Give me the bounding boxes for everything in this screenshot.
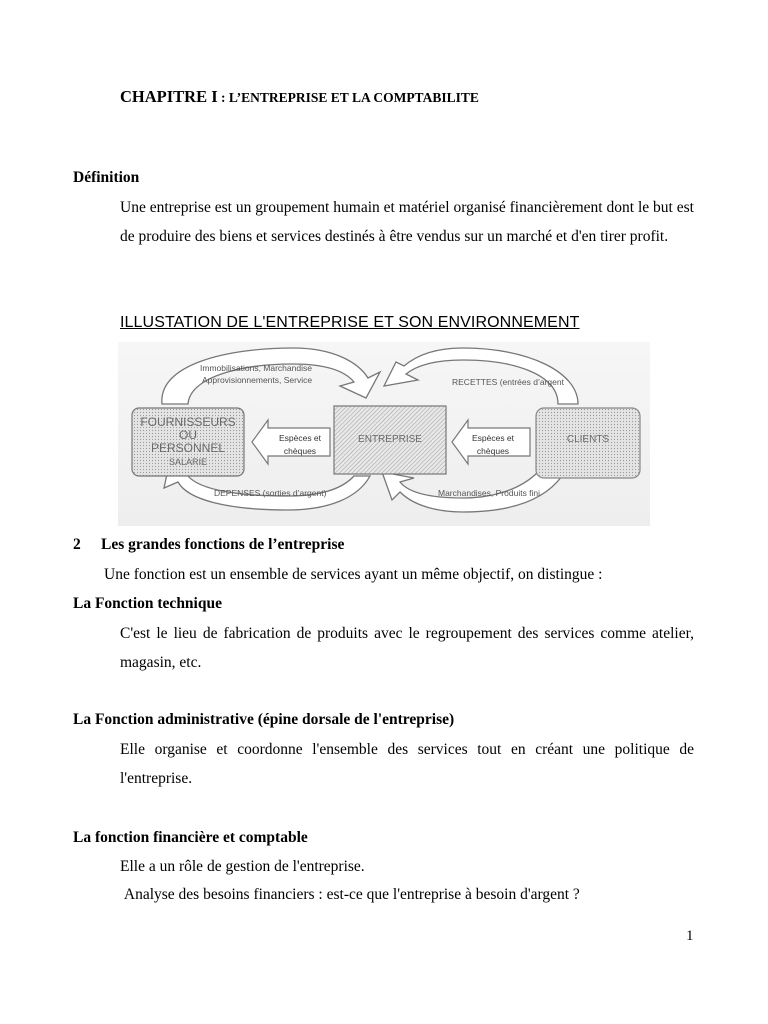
chapter-name: L’ENTREPRISE ET LA COMPTABILITE (228, 90, 479, 105)
right-cash-label-1: Espèces et (471, 433, 515, 443)
financiere-line-2 (120, 886, 580, 904)
administrative-heading: La Fonction administrative (épine dorsale de l'entreprise) (73, 711, 455, 728)
illustration-title: ILLUSTATION DE L'ENTREPRISE ET SON ENVIRONNEMENT (120, 314, 580, 331)
chapter-separator: : (217, 90, 229, 105)
top-left-label-2: Approvisionnements, Service (202, 375, 313, 385)
bottom-left-label: DEPENSES (sorties d’argent) (214, 488, 327, 498)
enterprise-environment-diagram (118, 342, 650, 526)
enterprise-label: ENTREPRISE (358, 434, 422, 445)
technique-heading: La Fonction technique (73, 595, 222, 612)
suppliers-label-1: FOURNISSEURS (140, 415, 236, 429)
section-2-heading: Les grandes fonctions de l’entreprise (101, 536, 345, 553)
section-2-number: 2 (73, 536, 81, 553)
top-right-label: RECETTES (entrées d’argent (452, 377, 564, 387)
financiere-line-2-text: Analyse des besoins financiers : est-ce que l'entreprise à besoin d'argent ? (123, 886, 580, 903)
definition-text: Une entreprise est un groupement humain et matériel organisé financièrement dont le but est de produire des biens et services destinés à être vendus sur un marché et d'en tirer profit. (120, 199, 694, 245)
financiere-line-1: Elle a un rôle de gestion de l'entreprise. (120, 858, 365, 875)
page-number: 1 (686, 928, 694, 944)
section-2-intro: Une fonction est un ensemble de services ayant un même objectif, on distingue : (104, 566, 603, 583)
suppliers-label-3: PERSONNEL (150, 441, 226, 455)
right-cash-label-2: chèques (476, 446, 510, 456)
clients-label: CLIENTS (566, 434, 610, 445)
suppliers-label-4: SALARIE (168, 457, 208, 467)
administrative-text: Elle organise et coordonne l'ensemble des services tout en créant une politique de l'entreprise. (120, 741, 694, 787)
chapter-prefix: CHAPITRE I (120, 87, 218, 106)
left-cash-label-1: Espèces et (278, 433, 322, 443)
left-cash-label-2: chèques (283, 446, 317, 456)
suppliers-label-2: OU (179, 428, 197, 442)
financiere-heading: La fonction financière et comptable (73, 829, 308, 846)
definition-heading: Définition (73, 169, 140, 186)
technique-text: C'est le lieu de fabrication de produits avec le regroupement des services comme atelier, magasin, etc. (120, 625, 694, 671)
top-left-label-1: Immobilisations, Marchandise (200, 363, 312, 373)
bottom-right-label: Marchandises, Produits fini (438, 488, 541, 498)
chapter-title (120, 87, 479, 107)
